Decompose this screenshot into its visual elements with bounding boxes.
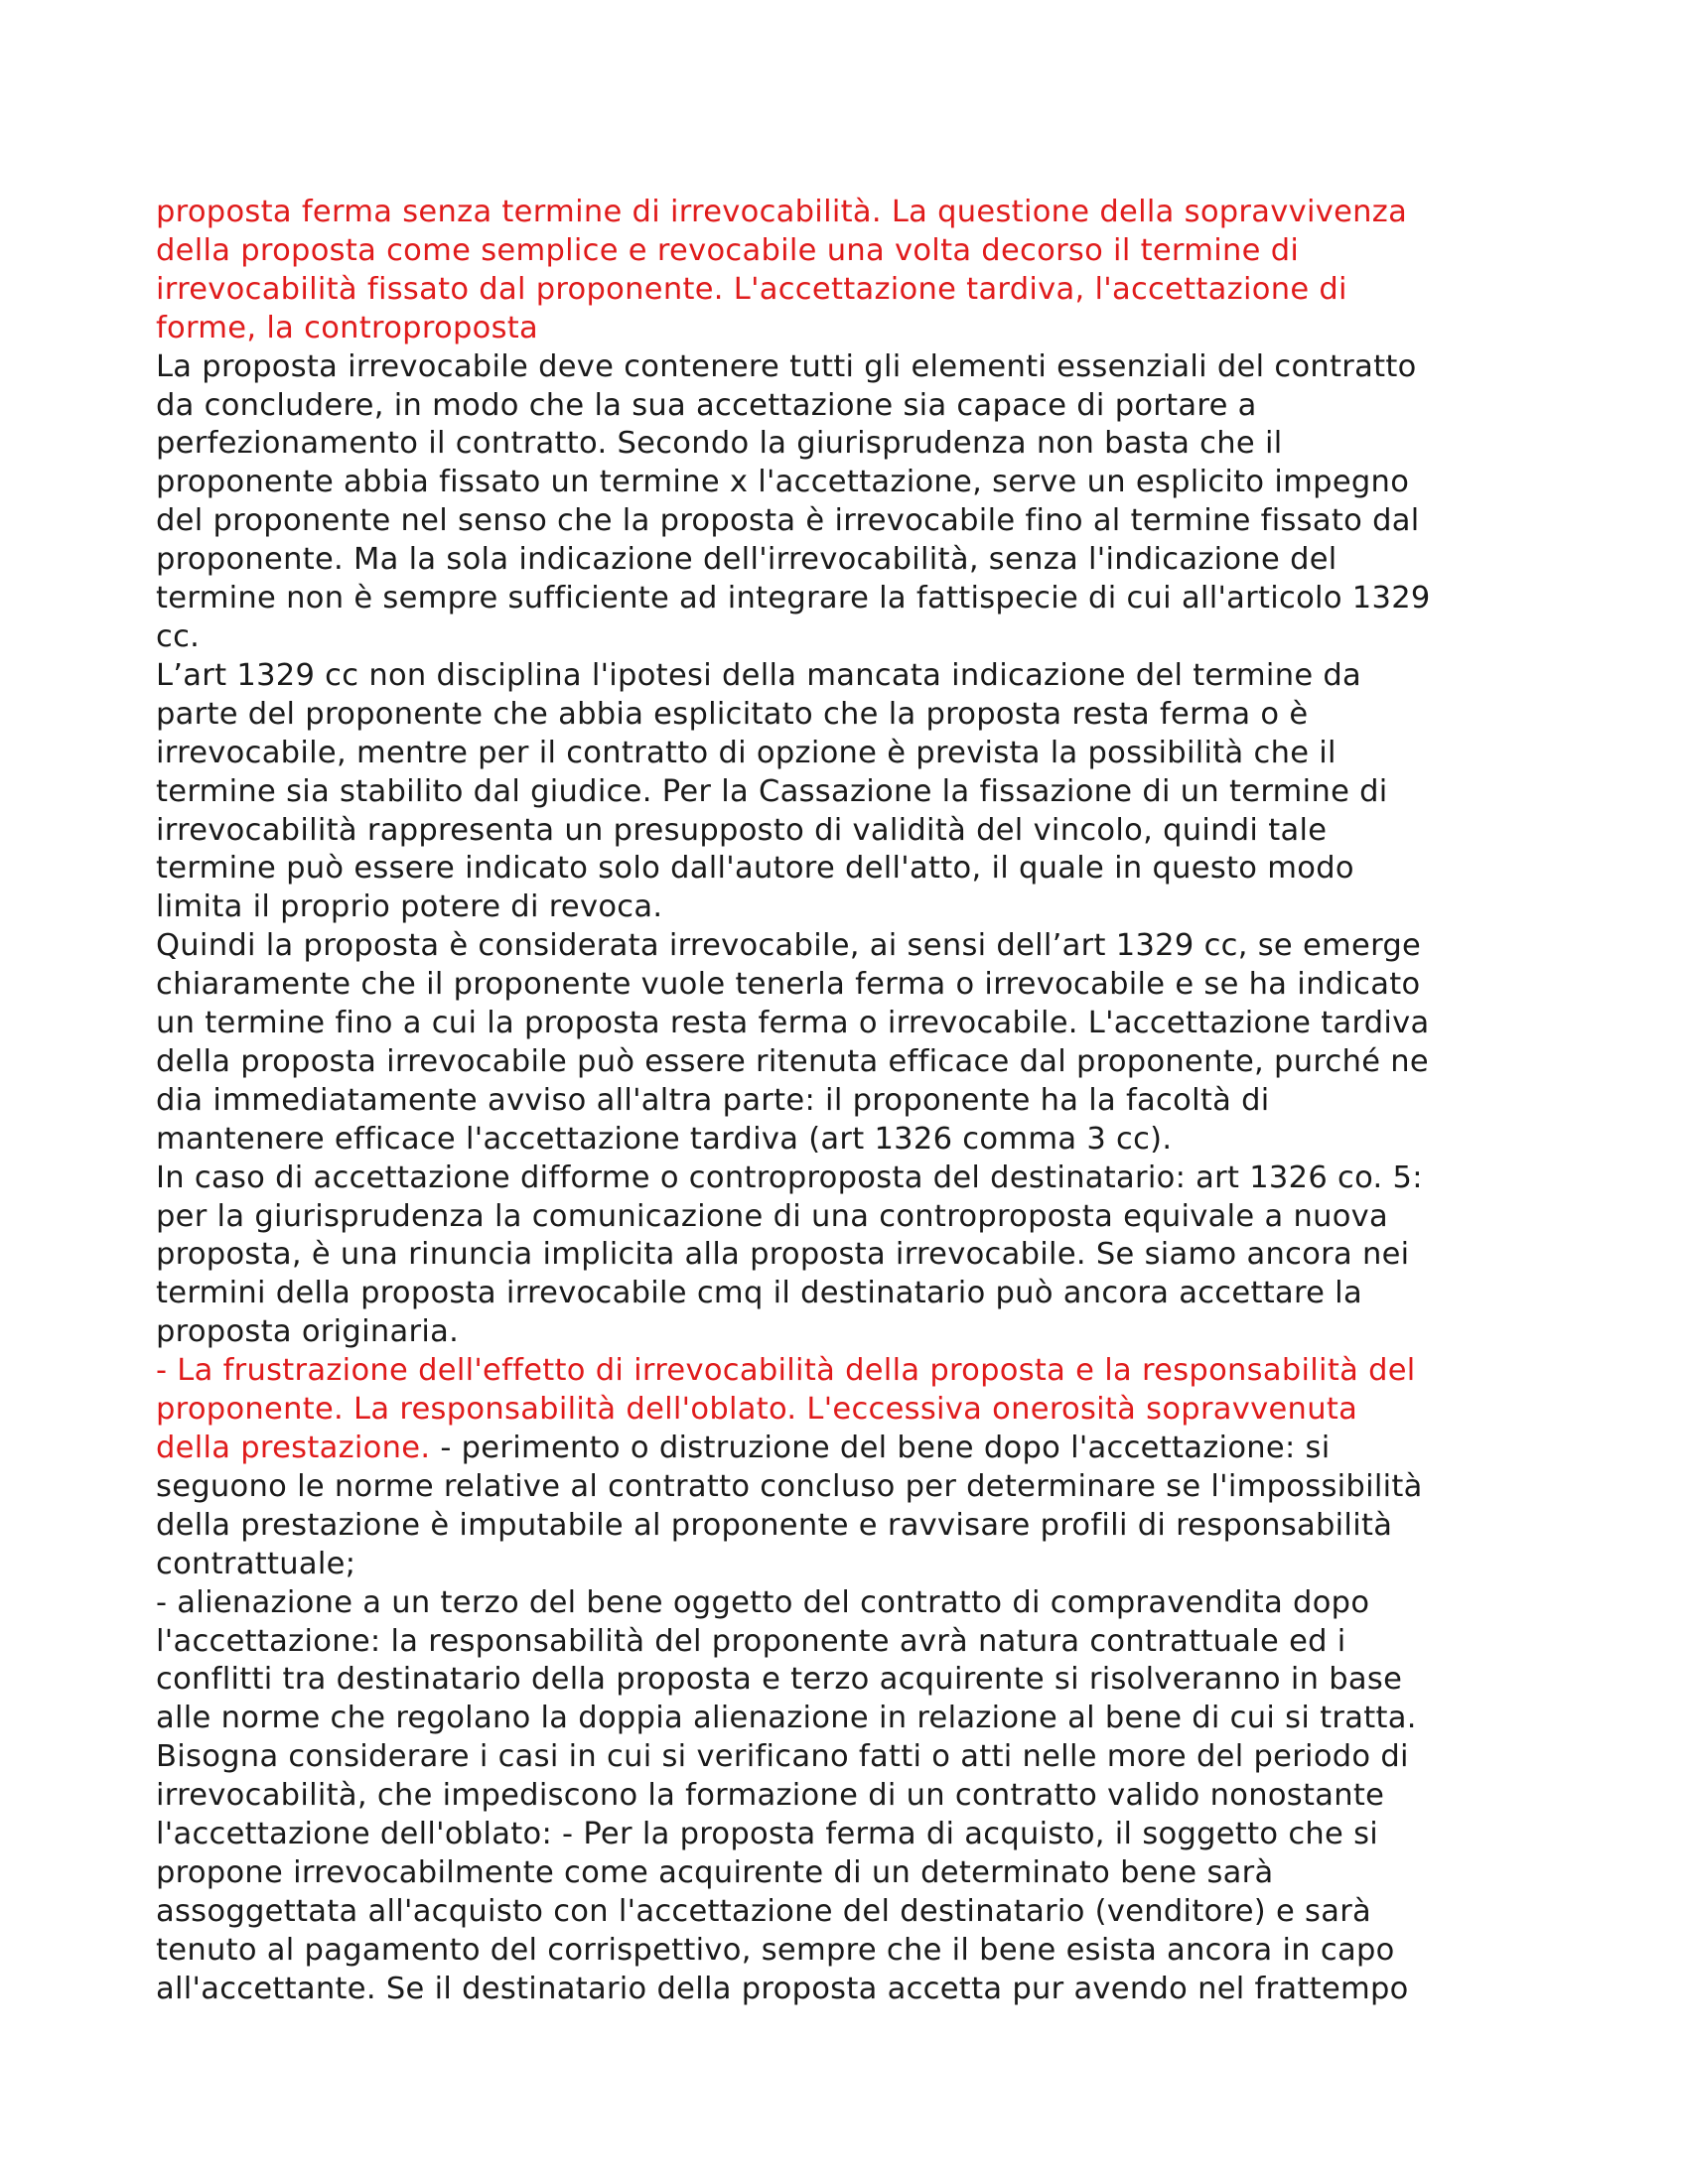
paragraph-frustrazione: [156, 1352, 1546, 1583]
paragraph-alienazione: - alienazione a un terzo del bene oggetto del contratto di compravendita dopo l'accettazione: la responsabilità del proponente avrà natura contrattuale ed i conflitti tra destinatario della proposta e terzo acquirente si risolveranno in base alle norme che regolano la doppia alienazione in relazione al bene di cui si tratta. Bisogna considerare i casi in cui si verificano fatti o atti nelle more del periodo di irrevocabilità, che impediscono la formazione di un contratto valido nonostante l'accettazione dell'oblato: - Per la proposta ferma di acquisto, il soggetto che si propone irrevocabilmente come acquirente di un determinato bene sarà assoggettata all'acquisto con l'accettazione del destinatario (venditore) e sarà tenuto al pagamento del corrispettivo, sempre che il bene esista ancora in capo all'accettante. Se il destinatario della proposta accetta pur avendo nel frattempo: [156, 1584, 1417, 2006]
paragraph-perimento: - perimento o distruzione del bene dopo l'accettazione: si seguono le norme relative al contratto concluso per determinare se l'impossibilità della prestazione è imputabile al proponente e ravvisare profili di responsabilità contrattuale;: [156, 1431, 1423, 1581]
document-body: [156, 194, 1546, 2009]
section-heading-frustrazione: - La frustrazione dell'effetto di irrevocabilità della proposta e la responsabilità del proponente. La responsabilità dell'oblato. L'eccessiva onerosità sopravvenuta della prestazione.: [156, 1353, 1416, 1465]
paragraph-controproposta: In caso di accettazione difforme o controproposta del destinatario: art 1326 co. 5: per la giurisprudenza la comunicazione di una controproposta equivale a nuova proposta, è una rinuncia implicita alla proposta irrevocabile. Se siamo ancora nei termini della proposta irrevocabile cmq il destinatario può ancora accettare la proposta originaria.: [156, 1160, 1423, 1350]
section-heading-proposta-ferma: proposta ferma senza termine di irrevocabilità. La questione della sopravvivenza della proposta come semplice e revocabile una volta decorso il termine di irrevocabilità fissato dal proponente. L'accettazione tardiva, l'accettazione di forme, la controproposta: [156, 195, 1408, 345]
paragraph-accettazione-tardiva: Quindi la proposta è considerata irrevocabile, ai sensi dell’art 1329 cc, se emerge chiaramente che il proponente vuole tenerla ferma o irrevocabile e se ha indicato un termine fino a cui la proposta resta ferma o irrevocabile. L'accettazione tardiva della proposta irrevocabile può essere ritenuta efficace dal proponente, purché ne dia immediatamente avviso all'altra parte: il proponente ha la facoltà di mantenere efficace l'accettazione tardiva (art 1326 comma 3 cc).: [156, 928, 1430, 1157]
paragraph-art-1329: L’art 1329 cc non disciplina l'ipotesi della mancata indicazione del termine da parte del proponente che abbia esplicitato che la proposta resta ferma o è irrevocabile, mentre per il contratto di opzione è prevista la possibilità che il termine sia stabilito dal giudice. Per la Cassazione la fissazione di un termine di irrevocabilità rappresenta un presupposto di validità del vincolo, quindi tale termine può essere indicato solo dall'autore dell'atto, il quale in questo modo limita il proprio potere di revoca.: [156, 657, 1388, 925]
paragraph-proposta-irrevocabile: La proposta irrevocabile deve contenere tutti gli elementi essenziali del contratto da concludere, in modo che la sua accettazione sia capace di portare a perfezionamento il contratto. Secondo la giurisprudenza non basta che il proponente abbia fissato un termine x l'accettazione, serve un esplicito impegno del proponente nel senso che la proposta è irrevocabile fino al termine fissato dal proponente. Ma la sola indicazione dell'irrevocabilità, senza l'indicazione del termine non è sempre sufficiente ad integrare la fattispecie di cui all'articolo 1329 cc.: [156, 348, 1431, 654]
